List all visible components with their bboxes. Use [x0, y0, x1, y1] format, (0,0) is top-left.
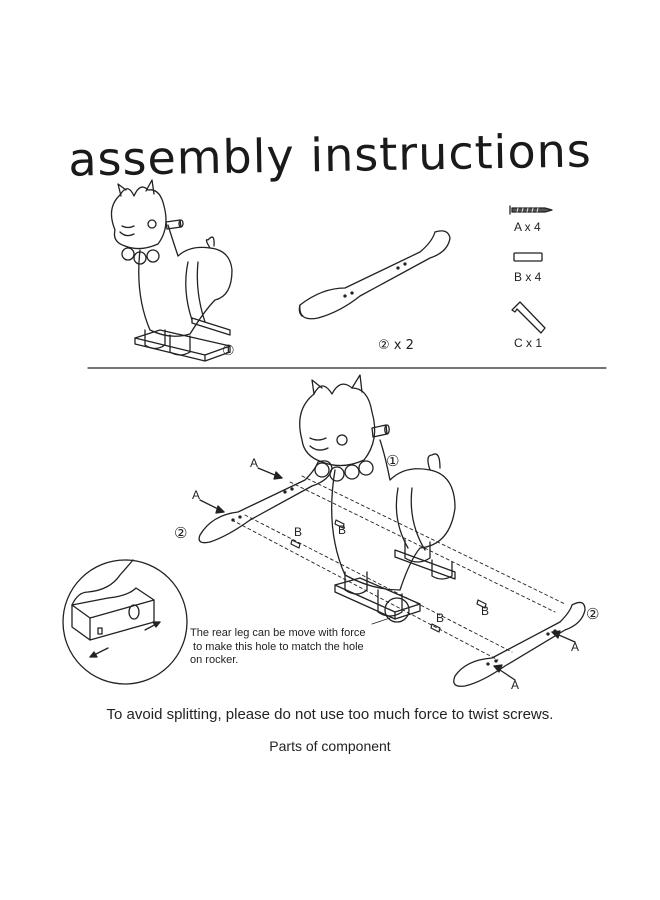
dowel-label-b: B [338, 523, 347, 537]
rocker-part-number: ② x 2 [378, 338, 414, 353]
detail-magnifier [63, 560, 187, 684]
screw-label-a: A [511, 678, 520, 692]
dowel-label-b: B [481, 604, 490, 618]
alpaca-body-part-drawing [111, 180, 232, 361]
screw-icon [510, 206, 552, 214]
page-title: assembly instructions [67, 123, 593, 187]
screw-label-a: A [571, 640, 580, 654]
dowel-label-b: B [436, 611, 445, 625]
note-line: The rear leg can be move with force [190, 627, 366, 639]
dowel-count-label: B x 4 [514, 270, 542, 284]
screw-label-a: A [250, 456, 259, 470]
callout-left-rocker: ② [174, 524, 188, 542]
screw-label-a: A [192, 488, 201, 502]
allen-wrench-icon [512, 302, 545, 333]
note-line: on rocker. [190, 654, 239, 666]
parts-heading: Parts of component [269, 738, 391, 754]
dowel-icon [514, 253, 542, 261]
rear-leg-note [190, 627, 365, 668]
note-line: to make this hole to match the hole [190, 640, 364, 653]
callout-right-rocker: ② [586, 605, 600, 623]
callout-body: ① [386, 452, 400, 470]
rocker-part-drawing [299, 231, 450, 319]
dowel-label-b: B [294, 525, 303, 539]
screw-count-label: A x 4 [514, 220, 541, 234]
force-warning: To avoid splitting, please do not use too much force to twist screws. [106, 706, 554, 723]
wrench-count-label: C x 1 [514, 336, 543, 350]
body-part-number: ① [222, 343, 235, 359]
